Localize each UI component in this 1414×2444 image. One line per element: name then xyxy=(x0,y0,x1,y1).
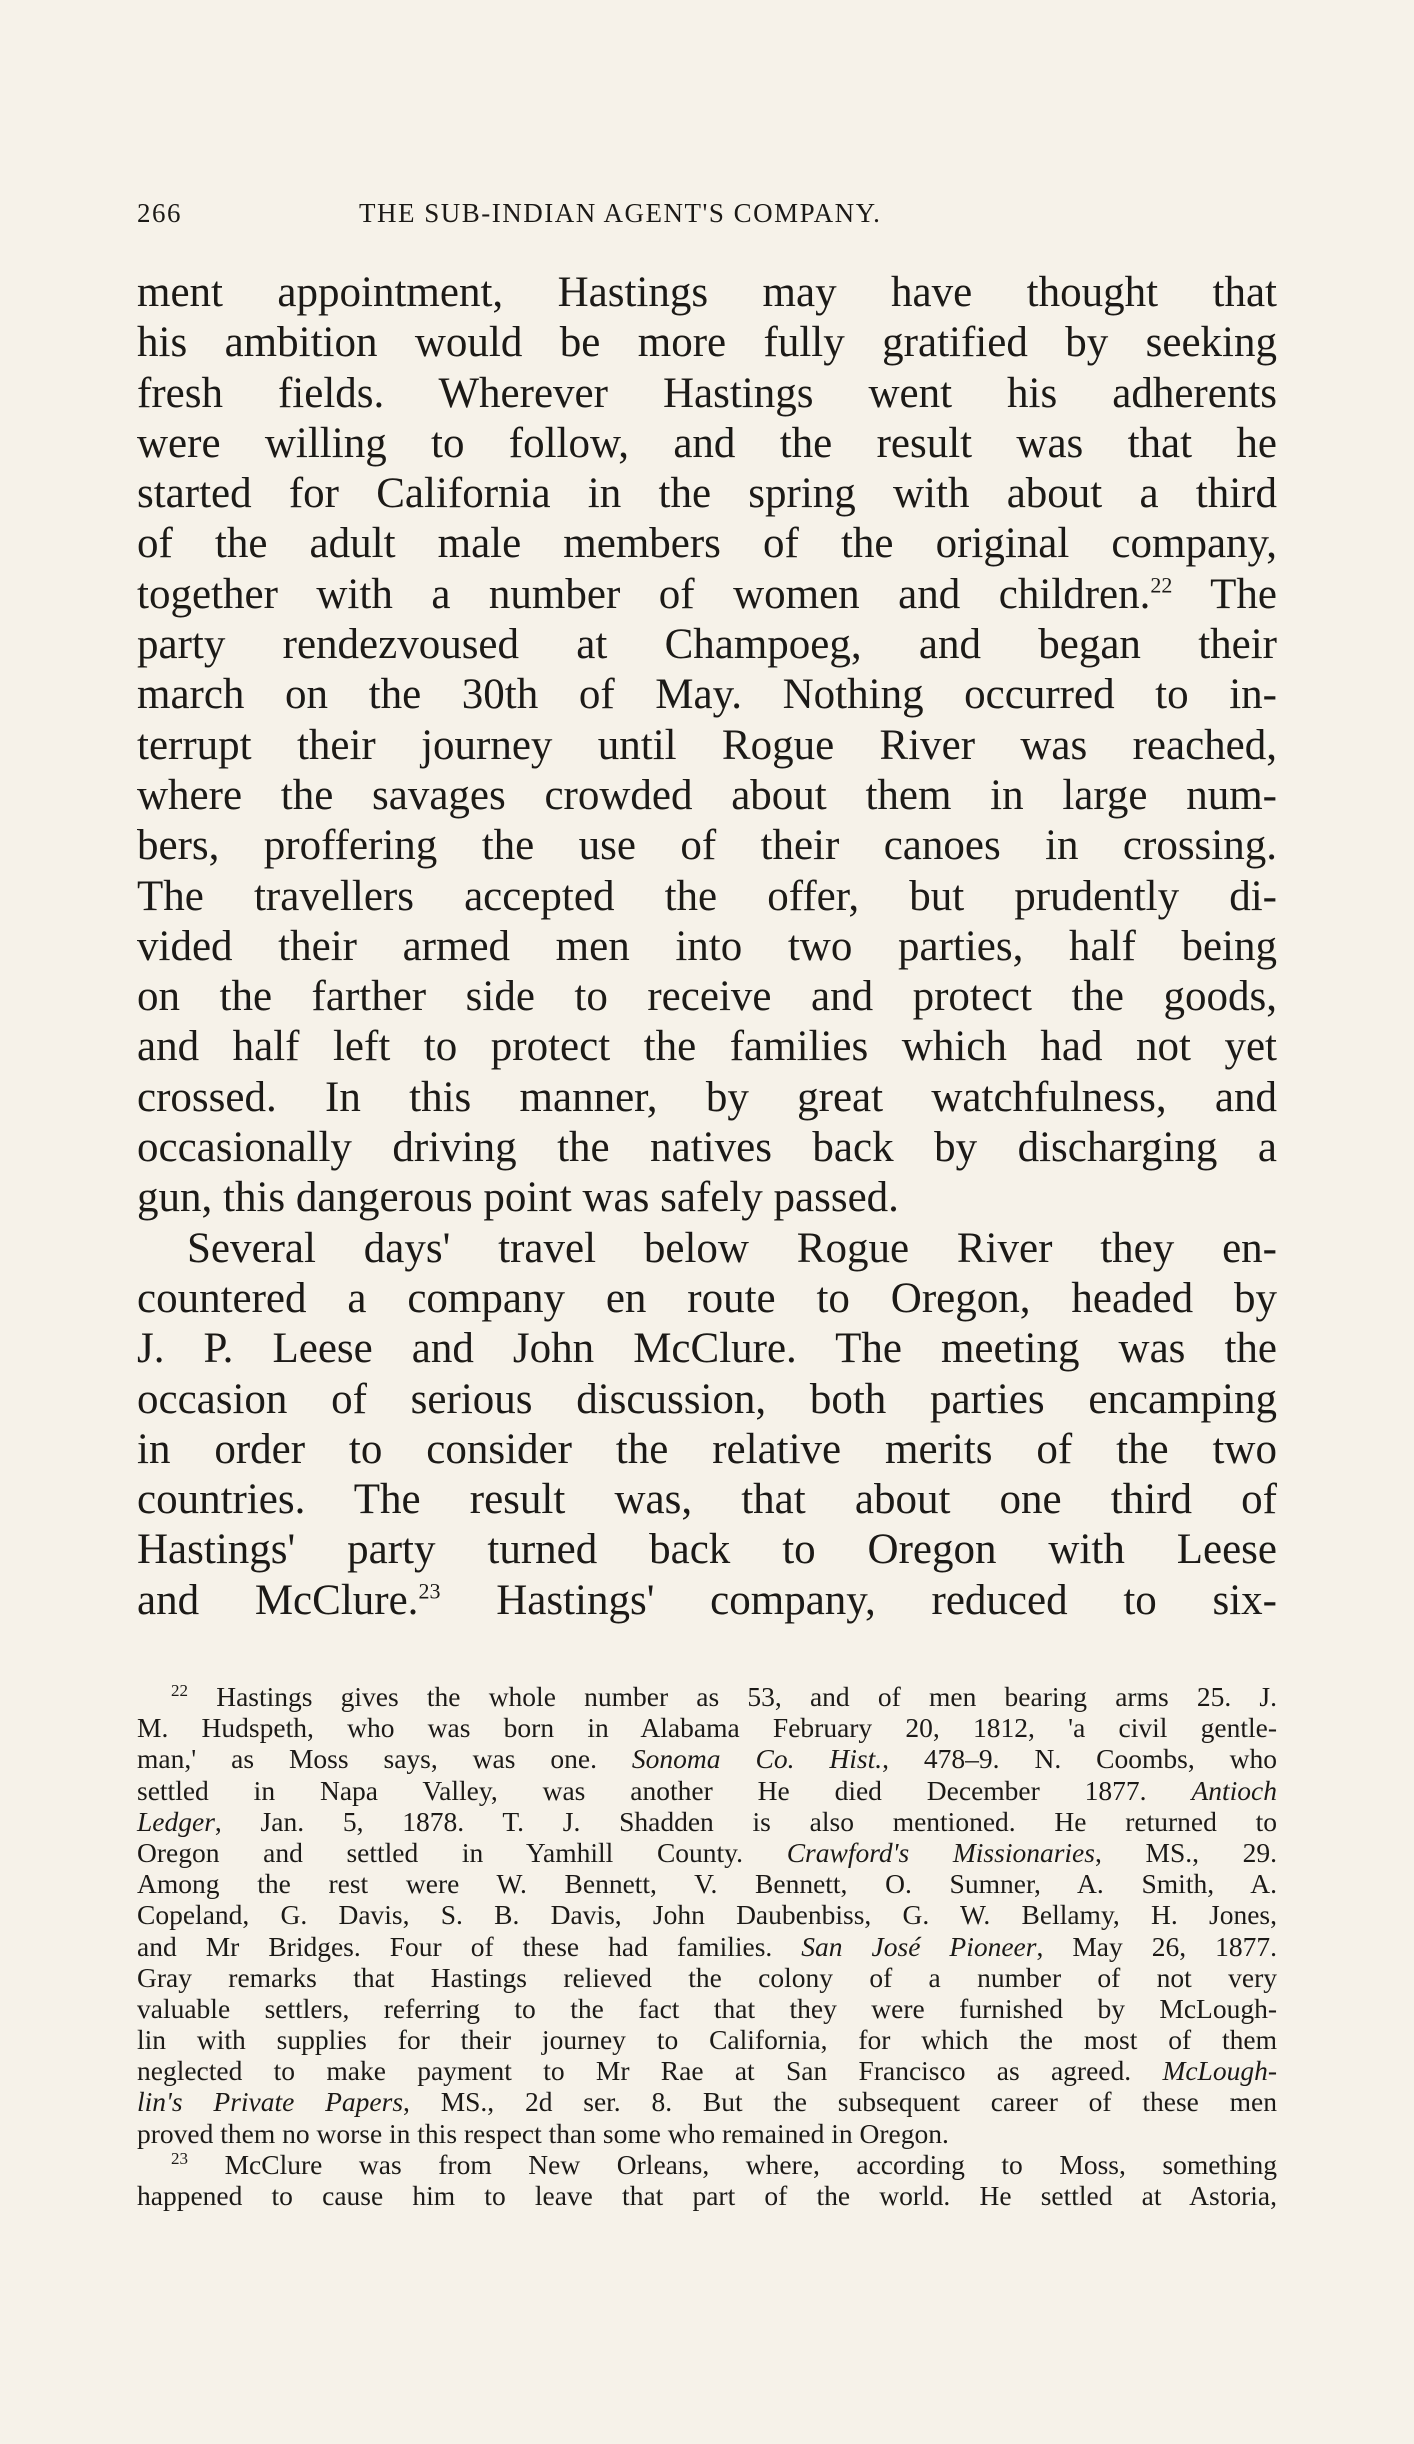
body-line-text: together with a number of women and children. xyxy=(137,570,1151,618)
citation-title: lin's Private Papers xyxy=(137,2086,404,2118)
body-line: Hastings' party turned back to Oregon with Leese xyxy=(137,1526,1277,1574)
footnote-line xyxy=(137,2055,1277,2086)
body-line: on the farther side to receive and protect the goods, xyxy=(137,973,1277,1021)
footnote-text: man,' as Moss says, was one. xyxy=(137,1743,597,1775)
body-line: countries. The result was, that about one third of xyxy=(137,1476,1277,1524)
footnote-text: McClure was from New Orleans, where, according to Moss, something xyxy=(224,2148,1277,2180)
footnote-number: 23 xyxy=(171,2148,188,2168)
footnote-line: Gray remarks that Hastings relieved the colony of a number of not very xyxy=(137,1961,1277,1993)
body-line: in order to consider the relative merits of the two xyxy=(137,1425,1277,1473)
footnote-line: Copeland, G. Davis, S. B. Davis, John Daubenbiss, G. W. Bellamy, H. Jones, xyxy=(137,1899,1277,1931)
footnote-line: M. Hudspeth, who was born in Alabama February 20, 1812, 'a civil gentle- xyxy=(137,1712,1277,1744)
body-line: Several days' travel below Rogue River they en- xyxy=(187,1224,1277,1272)
footnote-text: , Jan. 5, 1878. T. J. Shadden is also mentioned. He returned to xyxy=(214,1805,1277,1837)
footnote-text: , May 26, 1877. xyxy=(1036,1930,1278,1962)
body-line xyxy=(137,1576,1277,1626)
body-line-text: Hastings' company, reduced to six- xyxy=(496,1576,1278,1624)
footnote-line: proved them no worse in this respect than some who remained in Oregon. xyxy=(137,2117,949,2149)
footnote-text: and Mr Bridges. Four of these had families. xyxy=(137,1930,773,1962)
footnote-line: Among the rest were W. Bennett, V. Bennett, O. Sumner, A. Smith, A. xyxy=(137,1868,1277,1900)
body-line: his ambition would be more fully gratified by seeking xyxy=(137,319,1277,367)
body-line: ment appointment, Hastings may have thought that xyxy=(137,269,1277,316)
body-line-text: and McClure. xyxy=(137,1576,419,1624)
body-line: march on the 30th of May. Nothing occurred to in- xyxy=(137,671,1277,719)
footnote-text: , 478–9. N. Coombs, who xyxy=(882,1743,1278,1775)
footnote-line xyxy=(137,1806,1277,1837)
citation-title: McLough- xyxy=(1162,2055,1278,2087)
citation-title: San José Pioneer xyxy=(801,1930,1037,1962)
footnote-ref-22[interactable]: 22 xyxy=(1150,572,1173,598)
citation-title: Sonoma Co. Hist. xyxy=(631,1743,883,1775)
body-line: occasion of serious discussion, both parties encamping xyxy=(137,1375,1277,1423)
body-line: where the savages crowded about them in large num- xyxy=(137,771,1277,819)
footnote-line: happened to cause him to leave that part of the world. He settled at Astoria, xyxy=(137,2180,1277,2211)
body-line: bers, proffering the use of their canoes in crossing. xyxy=(137,822,1277,870)
footnote-line xyxy=(137,1743,1277,1774)
body-line: The travellers accepted the offer, but prudently di- xyxy=(137,872,1277,920)
body-line: crossed. In this manner, by great watchfulness, and xyxy=(137,1073,1277,1121)
footnote-text: Hastings gives the whole number as 53, and of men bearing arms 25. J. xyxy=(216,1681,1277,1712)
body-line: of the adult male members of the original company, xyxy=(137,520,1277,568)
body-line-text: The xyxy=(1210,570,1277,618)
footnote-line xyxy=(137,1931,1277,1962)
footnotes xyxy=(137,1681,1277,2211)
body-line: vided their armed men into two parties, half being xyxy=(137,922,1277,970)
body-line: occasionally driving the natives back by discharging a xyxy=(137,1124,1277,1172)
body-line: terrupt their journey until Rogue River was reached, xyxy=(137,721,1277,769)
citation-title: Crawford's Missionaries xyxy=(786,1836,1095,1868)
footnote-line xyxy=(137,1775,1277,1806)
footnote-text: , MS., 2d ser. 8. But the subsequent career of these men xyxy=(403,2086,1277,2118)
body-line: fresh fields. Wherever Hastings went his adherents xyxy=(137,369,1277,417)
footnote-22 xyxy=(137,1681,1277,1712)
body-line: countered a company en route to Oregon, headed by xyxy=(137,1274,1277,1322)
running-head xyxy=(137,198,1272,238)
footnote-number: 22 xyxy=(171,1680,188,1700)
footnote-text: settled in Napa Valley, was another He died December 1877. xyxy=(137,1774,1147,1806)
footnote-line: lin with supplies for their journey to California, for which the most of them xyxy=(137,2024,1277,2056)
footnote-text: neglected to make payment to Mr Rae at San Francisco as agreed. xyxy=(137,2055,1132,2087)
footnote-line xyxy=(137,1837,1277,1868)
body-line: started for California in the spring with about a third xyxy=(137,470,1277,518)
footnote-text: , MS., 29. xyxy=(1094,1836,1278,1868)
footnote-23 xyxy=(137,2149,1277,2180)
body-line: gun, this dangerous point was safely passed. xyxy=(137,1174,899,1222)
citation-title: Antioch xyxy=(1191,1774,1277,1806)
body-line: J. P. Leese and John McClure. The meeting was the xyxy=(137,1325,1277,1373)
citation-title: Ledger xyxy=(137,1805,215,1837)
footnote-ref-23[interactable]: 23 xyxy=(418,1578,441,1604)
footnote-text: Oregon and settled in Yamhill County. xyxy=(137,1836,744,1868)
chapter-title: THE SUB-INDIAN AGENT'S COMPANY. xyxy=(359,198,882,228)
footnote-line: valuable settlers, referring to the fact that they were furnished by McLough- xyxy=(137,1992,1277,2024)
body-line: were willing to follow, and the result was that he xyxy=(137,419,1277,467)
body-line xyxy=(137,570,1277,620)
page-number: 266 xyxy=(137,198,182,228)
body-line: and half left to protect the families which had not yet xyxy=(137,1023,1277,1071)
body-line: party rendezvoused at Champoeg, and began their xyxy=(137,621,1277,669)
footnote-line xyxy=(137,2086,1277,2117)
body-text xyxy=(137,268,1277,1626)
